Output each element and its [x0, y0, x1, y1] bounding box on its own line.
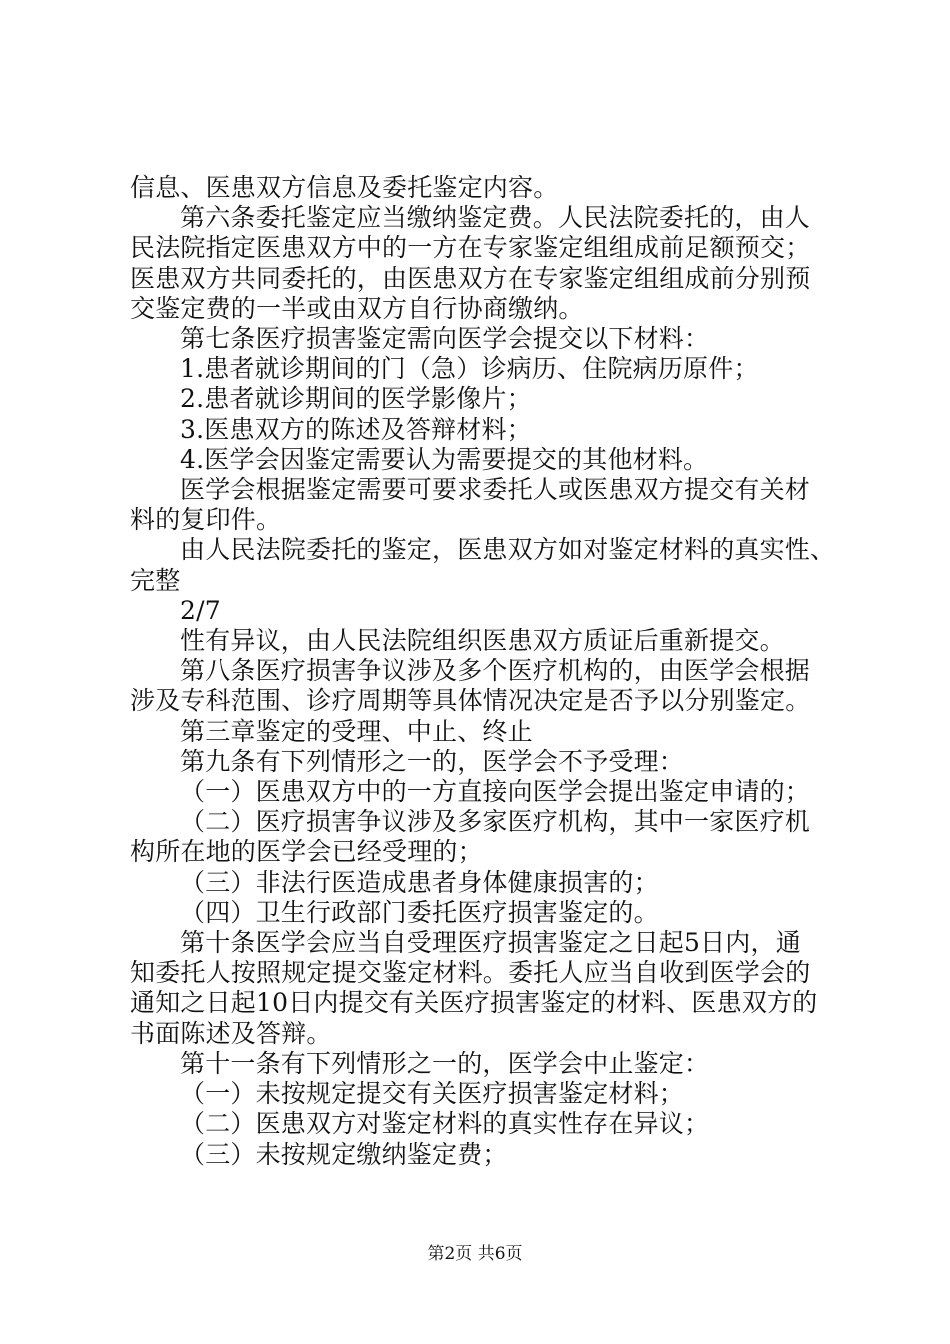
- text-line: 2.患者就诊期间的医学影像片；: [180, 384, 532, 414]
- text-line: 涉及专科范围、诊疗周期等具体情况决定是否予以分别鉴定。: [130, 686, 811, 716]
- text-line: 医学会根据鉴定需要可要求委托人或医患双方提交有关材: [180, 475, 811, 505]
- text-line: （三）非法行医造成患者身体健康损害的；: [180, 867, 659, 897]
- text-line: 信息、医患双方信息及委托鉴定内容。: [130, 173, 559, 202]
- text-line: 构所在地的医学会已经受理的；: [130, 837, 483, 867]
- text-line: 第十一条有下列情形之一的，医学会中止鉴定：: [180, 1048, 710, 1078]
- text-line: 书面陈述及答辩。: [130, 1018, 332, 1048]
- text-line: 交鉴定费的一半或由双方自行协商缴纳。: [130, 293, 584, 323]
- text-line: （一）未按规定提交有关医疗损害鉴定材料；: [180, 1079, 685, 1109]
- text-line: （二）医疗损害争议涉及多家医疗机构，其中一家医疗机: [180, 807, 811, 837]
- text-line: （四）卫生行政部门委托医疗损害鉴定的。: [180, 897, 659, 927]
- text-line: 第九条有下列情形之一的，医学会不予受理：: [180, 746, 685, 776]
- text-line: 民法院指定医患双方中的一方在专家鉴定组组成前足额预交；: [130, 233, 811, 263]
- text-line: 通知之日起10日内提交有关医疗损害鉴定的材料、医患双方的: [130, 988, 818, 1018]
- text-line: （二）医患双方对鉴定材料的真实性存在异议；: [180, 1109, 710, 1139]
- text-line: 1.患者就诊期间的门（急）诊病历、住院病历原件；: [180, 354, 759, 384]
- text-line: 第十条医学会应当自受理医疗损害鉴定之日起5日内，通: [180, 928, 801, 958]
- text-line: 医患双方共同委托的，由医患双方在专家鉴定组组成前分别预: [130, 263, 811, 293]
- text-line: 性有异议，由人民法院组织医患双方质证后重新提交。: [180, 626, 785, 656]
- text-line: 第七条医疗损害鉴定需向医学会提交以下材料：: [180, 324, 710, 354]
- page-footer: 第2页 共6页: [427, 1244, 523, 1264]
- text-line: 3.医患双方的陈述及答辩材料；: [180, 414, 532, 444]
- text-line: 由人民法院委托的鉴定，医患双方如对鉴定材料的真实性、: [180, 535, 836, 565]
- text-line: 第六条委托鉴定应当缴纳鉴定费。人民法院委托的，由人: [180, 203, 811, 233]
- text-line: 4.医学会因鉴定需要认为需要提交的其他材料。: [180, 444, 709, 474]
- inline-page-marker: 2/7: [180, 595, 221, 625]
- text-line: 知委托人按照规定提交鉴定材料。委托人应当自收到医学会的: [130, 958, 811, 988]
- text-line: 完整: [130, 565, 181, 595]
- text-line: 第八条医疗损害争议涉及多个医疗机构的，由医学会根据: [180, 656, 811, 686]
- document-body: [130, 173, 850, 1170]
- chapter-heading: 第三章鉴定的受理、中止、终止: [180, 716, 533, 746]
- text-line: （一）医患双方中的一方直接向医学会提出鉴定申请的；: [180, 777, 811, 807]
- text-line: 料的复印件。: [130, 505, 282, 535]
- text-line: （三）未按规定缴纳鉴定费；: [180, 1139, 508, 1169]
